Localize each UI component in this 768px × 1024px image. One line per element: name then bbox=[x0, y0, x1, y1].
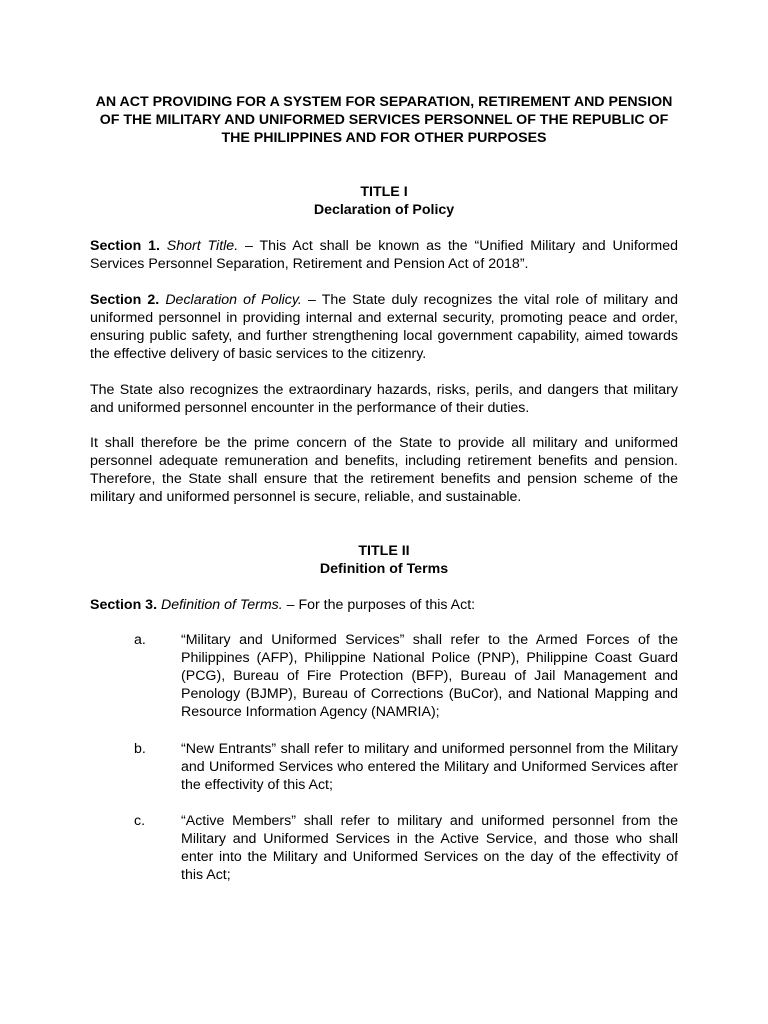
section-2-text: – The State duly recognizes the vital role of military and uniformed personnel in providing internal and external security, promoting peace and order, ensuring public safety, and further strengthening local government capability, aimed towards the effective delivery of basic services to the citizenry. bbox=[90, 292, 678, 362]
section-1-text: – This Act shall be known as the “Unified Military and Uniformed Services Personnel Separation, Retirement and Pension Act of 2018”. bbox=[90, 238, 678, 272]
section-3-text: – For the purposes of this Act: bbox=[282, 597, 476, 613]
definition-letter: c. bbox=[134, 813, 146, 829]
title-i-subheading: Declaration of Policy bbox=[313, 202, 455, 218]
section-3-paragraph bbox=[90, 596, 678, 614]
prime-concern-paragraph: It shall therefore be the prime concern of the State to provide all military and uniformed personnel adequate remuneration and benefits, including retirement benefits and pension. Therefore, the State shall ensure that the retirement benefits and pension scheme of the military and uniformed personnel is secure, reliable, and sustainable. bbox=[90, 435, 678, 505]
title-i-heading-block bbox=[90, 183, 678, 219]
section-2-label: Section 2. bbox=[90, 292, 160, 308]
definition-letter: b. bbox=[134, 741, 146, 757]
section-1-label: Section 1. bbox=[90, 238, 160, 254]
definition-text: “New Entrants” shall refer to military and uniformed personnel from the Military and Uniformed Services who entered the Military and Uniformed Services after the effectivity of this Act; bbox=[181, 741, 678, 793]
title-ii-heading-block bbox=[90, 542, 678, 578]
section-1-caption: Short Title. bbox=[166, 238, 239, 254]
section-1-paragraph bbox=[90, 237, 678, 273]
document-title: AN ACT PROVIDING FOR A SYSTEM FOR SEPARATION, RETIREMENT AND PENSION OF THE MILITARY AND UNIFORMED SERVICES PERSONNEL OF THE REPUBLIC OF THE PHILIPPINES AND FOR OTHER PURPOSES bbox=[95, 94, 673, 146]
hazards-paragraph: The State also recognizes the extraordinary hazards, risks, perils, and dangers that military and uniformed personnel encounter in the performance of their duties. bbox=[90, 382, 678, 416]
title-i-heading: TITLE I bbox=[360, 184, 408, 200]
section-3-caption: Definition of Terms. bbox=[160, 597, 283, 613]
title-ii-subheading: Definition of Terms bbox=[319, 561, 449, 577]
section-2-caption: Declaration of Policy. bbox=[165, 292, 302, 308]
section-2-paragraph bbox=[90, 291, 678, 363]
definition-text: “Military and Uniformed Services” shall refer to the Armed Forces of the Philippines (AFP), Philippine National Police (PNP), Philippine Coast Guard (PCG), Bureau of Fire Protection (BFP), Bureau of Jail Management and Penology (BJMP), Bureau of Corrections (BuCor), and National Mapping and Resource Information Agency (NAMRIA); bbox=[181, 632, 678, 720]
title-ii-heading: TITLE II bbox=[358, 543, 410, 559]
definition-text: “Active Members” shall refer to military and uniformed personnel from the Military and Uniformed Services in the Active Service, and those who shall enter into the Military and Uniformed Services on the day of the effectivity of this Act; bbox=[181, 813, 678, 883]
section-3-label: Section 3. bbox=[90, 597, 158, 613]
definition-letter: a. bbox=[134, 632, 146, 648]
